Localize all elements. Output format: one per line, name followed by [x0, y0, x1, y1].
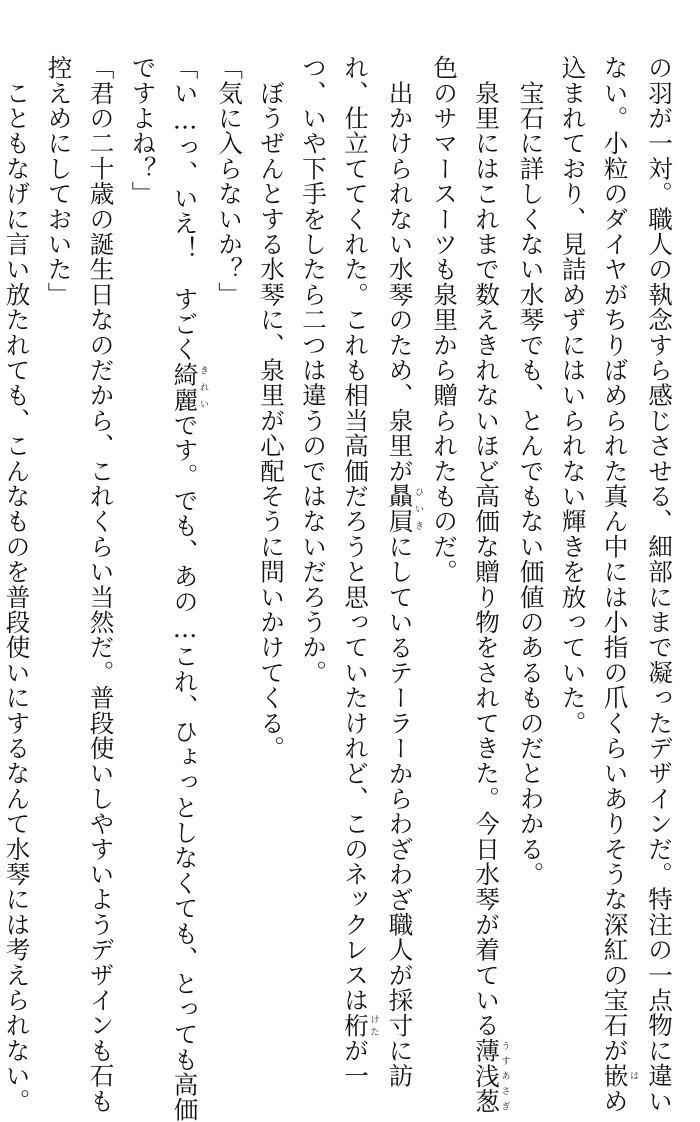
text-line-14: [80, 55, 122, 1114]
text-line-16: [0, 55, 38, 1114]
ruby-hiiki: [385, 483, 423, 534]
line-4-text: 宝石に詳しくない水琴でも、とんでもない価値のあるものだとわかる。: [516, 55, 546, 887]
ruby-hame-reading: は: [628, 1063, 638, 1089]
ruby-hiiki-base: 贔屓: [385, 483, 415, 534]
text-line-4: [510, 55, 552, 975]
line-2-text: ない。小粒のダイヤがちりばめられた真ん中には小指の爪くらいありそうな深紅の宝石が: [600, 55, 630, 1063]
ruby-hiiki-reading: ひいき: [413, 483, 423, 534]
text-line-8: [334, 55, 379, 1089]
line-6-text: 色のサマースーツも泉里から贈られたものだ。: [430, 55, 459, 585]
ruby-kirei: [170, 361, 208, 413]
line-15-text: 控えめにしておいた」: [44, 55, 74, 307]
line-3-text: 込まれており、見詰めずにはいられない輝きを放っていた。: [558, 55, 588, 736]
text-line-12: [164, 55, 209, 1122]
ruby-hame: [600, 1063, 638, 1089]
text-line-5: [465, 55, 510, 1114]
text-line-1: [638, 55, 680, 1114]
ruby-hame-base: 嵌: [600, 1063, 630, 1089]
vertical-text-body: [2, 55, 680, 1122]
text-line-2: [594, 55, 639, 1114]
text-line-3: [552, 55, 594, 975]
line-16-text: こともなげに言い放たれても、こんなものを普段使いにするなんて水琴には考えられない。: [2, 55, 32, 1114]
text-line-6: [423, 55, 465, 975]
ruby-kirei-base: 綺麗: [170, 361, 200, 413]
text-line-13: [122, 55, 164, 975]
ruby-keta-reading: けた: [368, 1012, 379, 1038]
text-line-15: [38, 55, 80, 975]
line-2-tail: め: [600, 1088, 630, 1114]
line-5-text: 泉里にはこれまで数えきれないほど高価な贈り物をされてきた。今日水琴が着ている: [472, 55, 501, 1038]
text-line-11: [208, 55, 250, 975]
ruby-keta: [341, 1012, 379, 1038]
line-11-text: 「気に入らないか？」: [215, 55, 244, 307]
line-1-text: の羽が一対。職人の執念すら感じさせる、細部にまで凝ったデザインだ。特注の一点物に違い: [645, 55, 674, 1114]
line-8-tail: が一: [341, 1037, 370, 1089]
line-8-text: れ、仕立ててくれた。これも相当高価だろうと思っていたけれど、このネックレスは: [341, 55, 370, 1013]
line-7-text: 出かけられない水琴のため、泉里が: [385, 55, 415, 484]
text-line-10: [250, 55, 292, 975]
ruby-usuasagi-reading: うすあさぎ: [499, 1037, 510, 1114]
text-line-7: [379, 55, 424, 1089]
line-14-text: 「君の二十歳の誕生日なのだから、これくらい当然だ。普段使いしやすいようデザインも石も: [86, 55, 116, 1114]
ruby-usuasagi-base: 薄浅葱: [472, 1037, 501, 1114]
ruby-usuasagi: [472, 1037, 510, 1114]
line-10-text: ぼうぜんとする水琴に、泉里が心配そうに問いかけてくる。: [257, 55, 286, 761]
line-7-tail: にしているテーラーからわざわざ職人が採寸に訪: [385, 533, 415, 1089]
line-9-text: つ、いや下手をしたら二つは違うのではないだろうか。: [299, 55, 328, 685]
text-line-9: [292, 55, 334, 975]
ruby-keta-base: 桁: [341, 1012, 370, 1038]
line-12-tail: です。でも、あの…これ、ひょっとしなくても、とっても高価: [170, 412, 200, 1122]
line-12-text: 「い…っ、いえ！ すごく: [170, 55, 200, 362]
line-13-text: ですよね？」: [128, 55, 158, 207]
ruby-kirei-reading: きれい: [198, 361, 208, 413]
